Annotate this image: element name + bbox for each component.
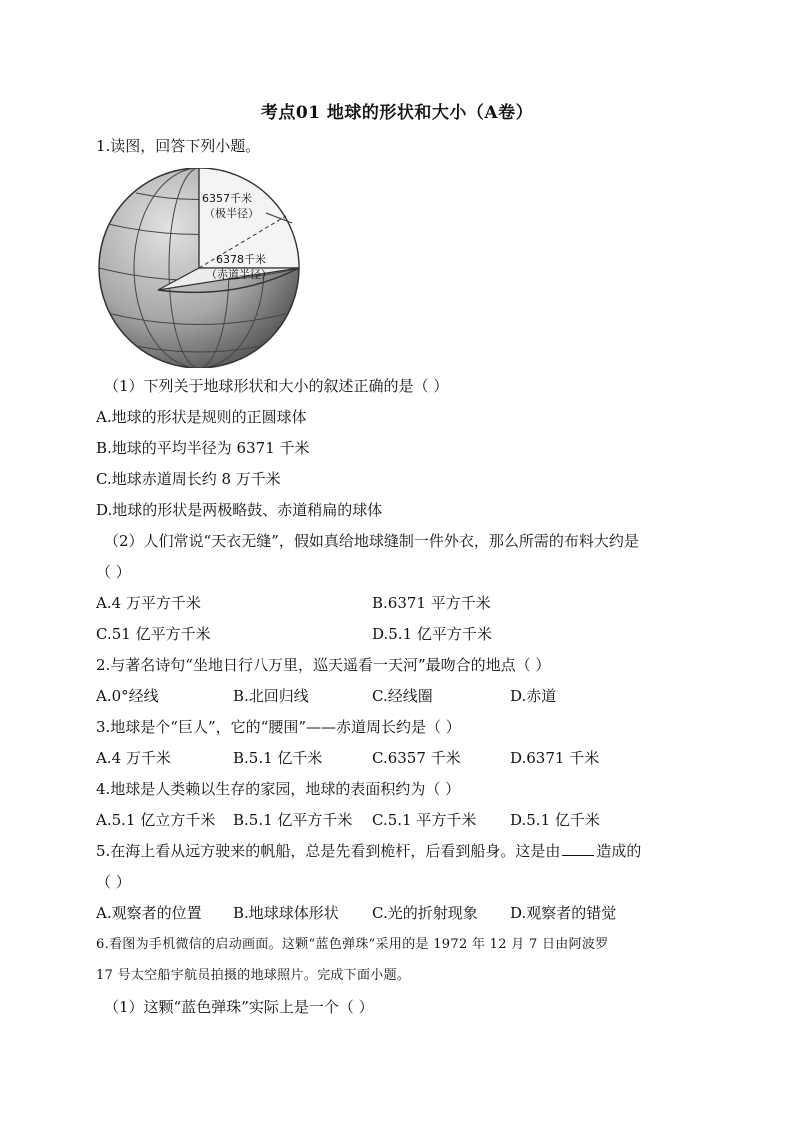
option-text: C.51 亿平方千米	[96, 625, 211, 643]
option-text: A.5.1 亿立方千米	[96, 811, 216, 829]
option-text: D.6371 千米	[510, 749, 600, 767]
question-6-line2: 17 号太空船宇航员拍摄的地球照片。完成下面小题。	[96, 968, 411, 983]
fill-in-blank[interactable]	[562, 841, 594, 856]
question-2-stem: 2.与著名诗句“坐地日行八万里，巡天遥看一天河”最吻合的地点（ ）	[96, 656, 551, 674]
option-text: C.6357 千米	[372, 749, 461, 767]
equatorial-radius-label: （赤道半径）	[206, 268, 272, 281]
question-5-stem-before: 5.在海上看从远方驶来的帆船，总是先看到桅杆，后看到船身。这是由	[96, 842, 561, 860]
option-text: D.赤道	[510, 687, 557, 705]
question-1-sub1: （1）下列关于地球形状和大小的叙述正确的是（ ）	[104, 377, 449, 395]
polar-radius-label: （极半径）	[204, 207, 259, 220]
option-text: D.5.1 亿平方千米	[372, 625, 492, 643]
option-text: B.北回归线	[233, 687, 309, 705]
option-text: A.0°经线	[96, 687, 159, 705]
question-1-stem: 1.读图，回答下列小题。	[96, 137, 261, 155]
question-6-sub1: （1）这颗“蓝色弹珠”实际上是一个（ ）	[104, 998, 374, 1016]
question-6-line1: 6.看图为手机微信的启动画面。这颗“蓝色弹珠”采用的是 1972 年 12 月 7 日由阿波罗	[96, 937, 609, 952]
option-text: B.5.1 亿千米	[233, 749, 323, 767]
globe-figure	[96, 168, 306, 368]
option-text: A.4 万千米	[96, 749, 171, 767]
option-text: D.地球的形状是两极略鼓、赤道稍扁的球体	[96, 501, 383, 519]
question-4-stem: 4.地球是人类赖以生存的家园，地球的表面积约为（ ）	[96, 780, 461, 798]
question-3-stem: 3.地球是个“巨人”，它的“腰围”——赤道周长约是（ ）	[96, 718, 461, 736]
question-5-stem-after: 造成的	[596, 842, 642, 860]
option-text: D.观察者的错觉	[510, 904, 617, 922]
option-text: A.地球的形状是规则的正圆球体	[96, 408, 307, 426]
option-text: C.经线圈	[372, 687, 433, 705]
option-text: C.地球赤道周长约 8 万千米	[96, 470, 281, 488]
option-text: B.5.1 亿平方千米	[233, 811, 353, 829]
equatorial-radius-value: 6378千米	[216, 253, 266, 266]
option-text: A.观察者的位置	[96, 904, 202, 922]
option-text: C.光的折射现象	[372, 904, 478, 922]
option-text: A.4 万平方千米	[96, 594, 201, 612]
option-text: C.5.1 平方千米	[372, 811, 477, 829]
option-text: B.地球球体形状	[233, 904, 339, 922]
question-5-stem	[96, 841, 641, 861]
page-title: 考点01 地球的形状和大小（A卷）	[260, 103, 534, 123]
polar-radius-value: 6357千米	[202, 192, 252, 205]
answer-paren: （ ）	[96, 563, 131, 581]
option-text: D.5.1 亿千米	[510, 811, 600, 829]
question-1-sub2: （2）人们常说“天衣无缝”，假如真给地球缝制一件外衣，那么所需的布料大约是	[104, 532, 639, 550]
option-text: B.6371 平方千米	[372, 594, 491, 612]
answer-paren: （ ）	[96, 873, 131, 891]
option-text: B.地球的平均半径为 6371 千米	[96, 439, 310, 457]
